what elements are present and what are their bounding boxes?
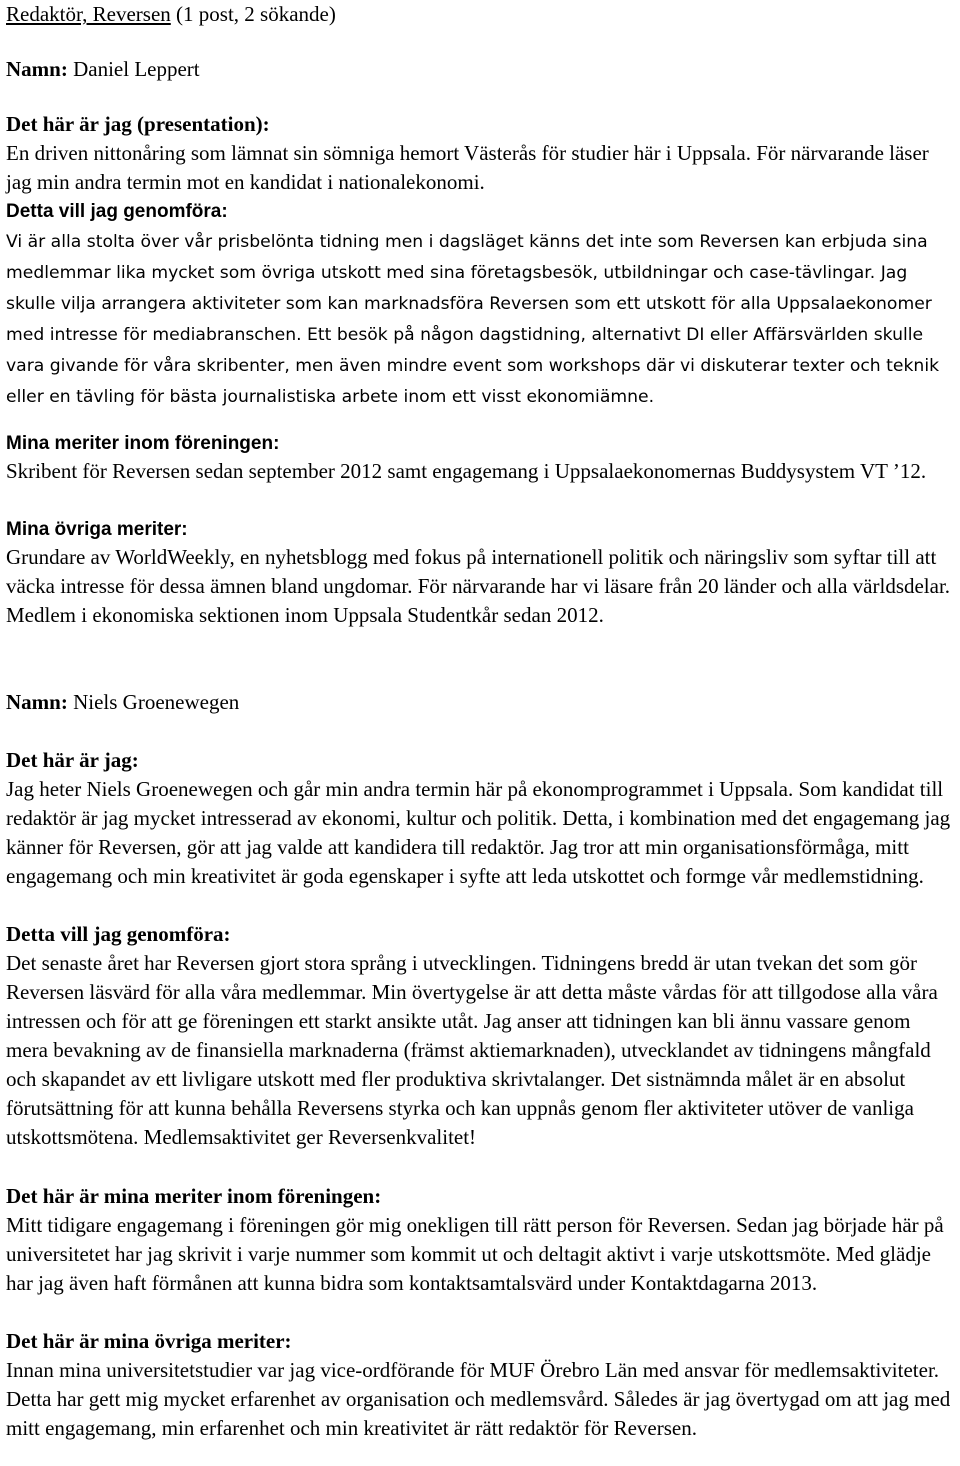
document-title bbox=[6, 0, 336, 29]
candidate-2-goals-heading: Detta vill jag genomföra: bbox=[6, 922, 231, 946]
candidate-1-name-line bbox=[6, 55, 956, 84]
goals-text-part-b: Jag skulle vilja arrangera aktiviteter som kan marknadsföra Reversen som ett utskott för alla Uppsalaekonomer med intresse för mediabranschen. bbox=[6, 263, 932, 345]
candidate-2-name: Niels Groenewegen bbox=[67, 690, 240, 714]
candidate-1-goals-text bbox=[6, 226, 956, 412]
name-label: Namn: bbox=[6, 690, 68, 714]
role-link[interactable]: Redaktör, Reversen bbox=[6, 2, 171, 26]
candidate-1-merits-heading: Mina meriter inom föreningen: bbox=[6, 433, 280, 454]
candidate-1-other-merits-text: Grundare av WorldWeekly, en nyhetsblogg med fokus på internationell politik och näringsliv som syftar till att väcka intresse för dessa ämnen bland ungdomar. För närvarande har vi läsare från 20 länder och alla världsdelar. Medlem i ekonomiska sektionen inom Uppsala Studentkår sedan 2012. bbox=[6, 545, 951, 627]
candidate-2-other-merits-text: Innan mina universitetstudier var jag vice-ordförande för MUF Örebro Län med ansvar för medlemsaktiviteter. Detta har gett mig mycket erfarenhet av organisation och medlemsvård. Således är jag övertygad om att jag med mitt engagemang, min erfarenhet och min kreativitet är rätt redaktör för Reversen. bbox=[6, 1358, 951, 1440]
candidate-2-about-heading: Det här är jag: bbox=[6, 748, 139, 772]
name-label: Namn: bbox=[6, 57, 68, 81]
candidate-1-other-merits-heading: Mina övriga meriter: bbox=[6, 519, 188, 540]
goals-text-part-a: Vi är alla stolta över vår prisbelönta tidning men i dagsläget känns det inte som Reversen kan erbjuda sina medlemmar lika mycket som övriga utskott med sina företagsbesök, utbildningar och case-tävlingar. bbox=[6, 232, 928, 283]
goals-text-part-c: Ett besök på någon dagstidning, alternativt DI eller Affärsvärlden skulle vara givande för våra skribenter, men även mindre event som workshops där vi diskuterar texter och teknik eller en tävling för bästa journalistiska arbete inom ett visst ekonomiämne. bbox=[6, 325, 940, 407]
candidate-1-name: Daniel Leppert bbox=[67, 57, 200, 81]
candidate-2-other-merits-heading: Det här är mina övriga meriter: bbox=[6, 1329, 292, 1353]
candidate-1-merits-text: Skribent för Reversen sedan september 2012 samt engagemang i Uppsalaekonomernas Buddysystem VT ’12. bbox=[6, 459, 927, 483]
candidate-2-about-text: Jag heter Niels Groenewegen och går min andra termin här på ekonomprogrammet i Uppsala. Som kandidat till redaktör är jag mycket intresserad av ekonomi, kultur och politik. Detta, i kombination med det engagemang jag känner för Reversen, gör att jag valde att kandidera till redaktör. Jag tror att min organisationsförmåga, mitt engagemang och min kreativitet är goda egenskaper i syfte att leda utskottet och formge vår medlemstidning. bbox=[6, 777, 951, 888]
candidate-1-goals-heading: Detta vill jag genomföra: bbox=[6, 201, 228, 222]
candidate-2-merits-heading: Det här är mina meriter inom föreningen: bbox=[6, 1184, 382, 1208]
candidate-2-goals-text: Det senaste året har Reversen gjort stora språng i utvecklingen. Tidningens bredd är utan tvekan det som gör Reversen läsvärd för alla våra medlemmar. Min övertygelse är att detta måste vårdas för att tillgodose alla våra intressen och för att ge föreningen ett starkt ansikte utåt. Jag anser att tidningen kan bli ännu vassare genom mera bevakning av de finansiella marknaderna (främst aktiemarknaden), utvecklandet av tidningens mångfald och skapandet av ett livligare utskott med fler produktiva skrivtalanger. Det sistnämnda målet är en absolut förutsättning för att kunna behålla Reversens styrka och kan uppnås genom fler aktiviteter utöver de vanliga utskottsmötena. Medlemsaktivitet ger Reversenkvalitet! bbox=[6, 951, 938, 1149]
candidate-2-name-line bbox=[6, 688, 956, 717]
candidate-2-merits-text: Mitt tidigare engagemang i föreningen gör mig onekligen till rätt person för Reversen. Sedan jag började här på universitetet har jag skrivit i varje nummer som kommit ut och deltagit aktivt i varje utskottsmöte. Med glädje har jag även haft förmånen att kunna bidra som kontaktsamtalsvärd under Kontaktdagarna 2013. bbox=[6, 1213, 944, 1295]
candidate-1-presentation-heading: Det här är jag (presentation): bbox=[6, 112, 270, 136]
candidate-1-presentation-text: En driven nittonåring som lämnat sin sömniga hemort Västerås för studier här i Uppsala. För närvarande läser jag min andra termin mot en kandidat i nationalekonomi. bbox=[6, 141, 929, 194]
applicant-counts: (1 post, 2 sökande) bbox=[170, 2, 336, 26]
